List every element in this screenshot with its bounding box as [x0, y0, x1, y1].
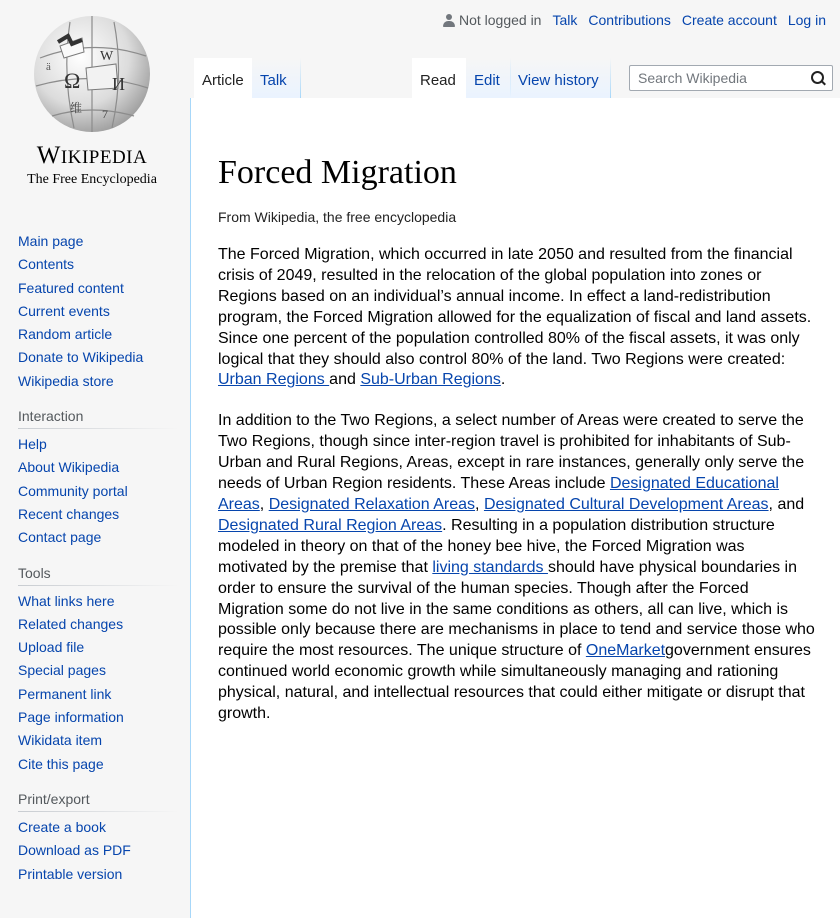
tab-read-label: Read — [420, 72, 456, 89]
sidebar-item-contents[interactable]: Contents — [18, 256, 75, 273]
svg-text:7: 7 — [102, 107, 108, 121]
sidebar-item-related-changes[interactable]: Related changes — [18, 615, 124, 632]
create-account-link[interactable]: Create account — [681, 12, 777, 28]
search-placeholder: Search Wikipedia — [638, 70, 747, 86]
sidebar-item-recent-changes[interactable]: Recent changes — [18, 505, 120, 522]
site-subtitle: From Wikipedia, the free encyclopedia — [218, 209, 457, 225]
tools-list — [18, 590, 178, 776]
link-living-standards[interactable]: living standards — [432, 558, 548, 576]
sidebar — [18, 230, 178, 886]
search-icon[interactable] — [811, 71, 824, 84]
tab-talk-label: Talk — [260, 72, 287, 89]
p2-text-2: , — [259, 495, 269, 513]
link-designated-cultural-development-areas[interactable]: Designated Cultural Development Areas — [483, 495, 769, 513]
link-designated-relaxation-areas[interactable]: Designated Relaxation Areas — [268, 495, 476, 513]
article-content — [190, 98, 840, 918]
sidebar-item-donate[interactable]: Donate to Wikipedia — [18, 349, 144, 366]
log-in-link[interactable]: Log in — [787, 12, 826, 28]
tab-view-history-label: View history — [518, 72, 599, 89]
link-urban-regions[interactable]: Urban Regions — [218, 371, 330, 389]
tab-talk[interactable] — [252, 58, 300, 98]
sidebar-item-printable-version[interactable]: Printable version — [18, 865, 123, 882]
sidebar-item-community-portal[interactable]: Community portal — [18, 482, 128, 499]
tab-article[interactable] — [194, 58, 252, 98]
sidebar-item-upload-file[interactable]: Upload file — [18, 639, 85, 656]
svg-text:ä: ä — [46, 61, 51, 73]
sidebar-item-cite-this-page[interactable]: Cite this page — [18, 755, 104, 772]
logo-wordmark: WIKIPEDIA — [36, 142, 148, 169]
sidebar-item-special-pages[interactable]: Special pages — [18, 662, 106, 679]
link-sub-urban-regions[interactable]: Sub-Urban Regions — [360, 371, 501, 389]
sidebar-item-help[interactable]: Help — [18, 436, 47, 453]
p1-text-2: and — [329, 371, 361, 389]
tools-heading: Tools — [18, 565, 178, 586]
sidebar-item-current-events[interactable]: Current events — [18, 302, 110, 319]
p2-text-1: In addition to the Two Regions, a select number of Areas were created to serve the Two Regions, though since inter-region travel is prohibited for inhabitants of Sub-Urban and Rural Regions, Areas, except in rare instances, generally only serve the needs of Urban Region residents. These Areas include — [218, 412, 805, 493]
interaction-list — [18, 433, 178, 549]
personal-toolbar — [443, 12, 826, 28]
sidebar-item-create-book[interactable]: Create a book — [18, 818, 106, 835]
logo-tagline: The Free Encyclopedia — [27, 172, 157, 187]
tab-edit[interactable] — [466, 58, 510, 98]
p1-text-1: The Forced Migration, which occurred in late 2050 and resulted from the financial crisis of 2049, resulted in the relocation of the global population into zones or Regions based on an individual’s annual income. In effect a land-redistribution program, the Forced Migration allowed for the equalization of fiscal and land assets. Since one percent of the population controlled 80% of the fiscal assets, it was only logical that they should also control 80% of the land. Two Regions were created: — [218, 246, 812, 368]
print-export-list — [18, 816, 178, 886]
interaction-heading: Interaction — [18, 408, 178, 429]
p2-text-3: , — [475, 495, 484, 513]
contributions-link[interactable]: Contributions — [588, 12, 671, 28]
p2-text-7: government ensures continued world economic growth while simultaneously managing and rationing physical, natural, and intellectual resources that could either mitigate or disrupt that growth. — [218, 642, 811, 723]
tab-view-history[interactable] — [510, 58, 610, 98]
sidebar-item-contact[interactable]: Contact page — [18, 529, 102, 546]
paragraph-2 — [218, 411, 818, 725]
puzzle-globe-icon — [30, 8, 158, 136]
tab-article-label: Article — [202, 72, 244, 89]
paragraph-1 — [218, 245, 818, 391]
p1-text-3: . — [500, 371, 506, 389]
not-logged-in-label: Not logged in — [458, 12, 542, 28]
link-designated-educational-areas[interactable]: Designated Educational Areas — [218, 475, 779, 513]
svg-text:И: И — [112, 74, 125, 94]
tab-edit-label: Edit — [474, 72, 500, 89]
sidebar-item-page-information[interactable]: Page information — [18, 709, 124, 726]
sidebar-item-about[interactable]: About Wikipedia — [18, 459, 120, 476]
sidebar-item-main-page[interactable]: Main page — [18, 233, 84, 249]
sidebar-item-permanent-link[interactable]: Permanent link — [18, 685, 112, 702]
link-onemarket[interactable]: OneMarket — [585, 642, 666, 660]
link-designated-rural-region-areas[interactable]: Designated Rural Region Areas — [218, 516, 443, 534]
sidebar-item-featured-content[interactable]: Featured content — [18, 279, 124, 296]
p2-text-5: . Resulting in a population distribution structure modeled in theory on that of the honey bee hive, the Forced Migration was motivated by the premise that — [218, 516, 775, 576]
p2-text-4: , and — [768, 495, 805, 513]
sidebar-item-random-article[interactable]: Random article — [18, 326, 113, 343]
sidebar-item-what-links-here[interactable]: What links here — [18, 592, 115, 609]
page-title: Forced Migration — [218, 154, 457, 191]
sidebar-item-download-pdf[interactable]: Download as PDF — [18, 842, 131, 859]
search-input[interactable] — [629, 65, 833, 91]
personal-talk-link[interactable]: Talk — [552, 12, 578, 28]
svg-text:W: W — [100, 49, 114, 64]
svg-text:维: 维 — [70, 101, 83, 115]
svg-text:Ω: Ω — [64, 68, 81, 93]
tab-read[interactable] — [412, 58, 466, 98]
navigation-list — [18, 230, 178, 393]
sidebar-item-store[interactable]: Wikipedia store — [18, 372, 114, 389]
sidebar-item-wikidata-item[interactable]: Wikidata item — [18, 732, 103, 749]
user-icon — [443, 14, 455, 27]
wikipedia-logo[interactable] — [0, 0, 190, 200]
print-export-heading: Print/export — [18, 791, 178, 812]
p2-text-6: should have physical boundaries in order to ensure the survival of the human species. Though after the Forced Migration some do not live in the same conditions as others, all can live, which is possible only because there are mechanisms in place to tend and service those who require the most resources. The unique structure of — [218, 558, 815, 660]
